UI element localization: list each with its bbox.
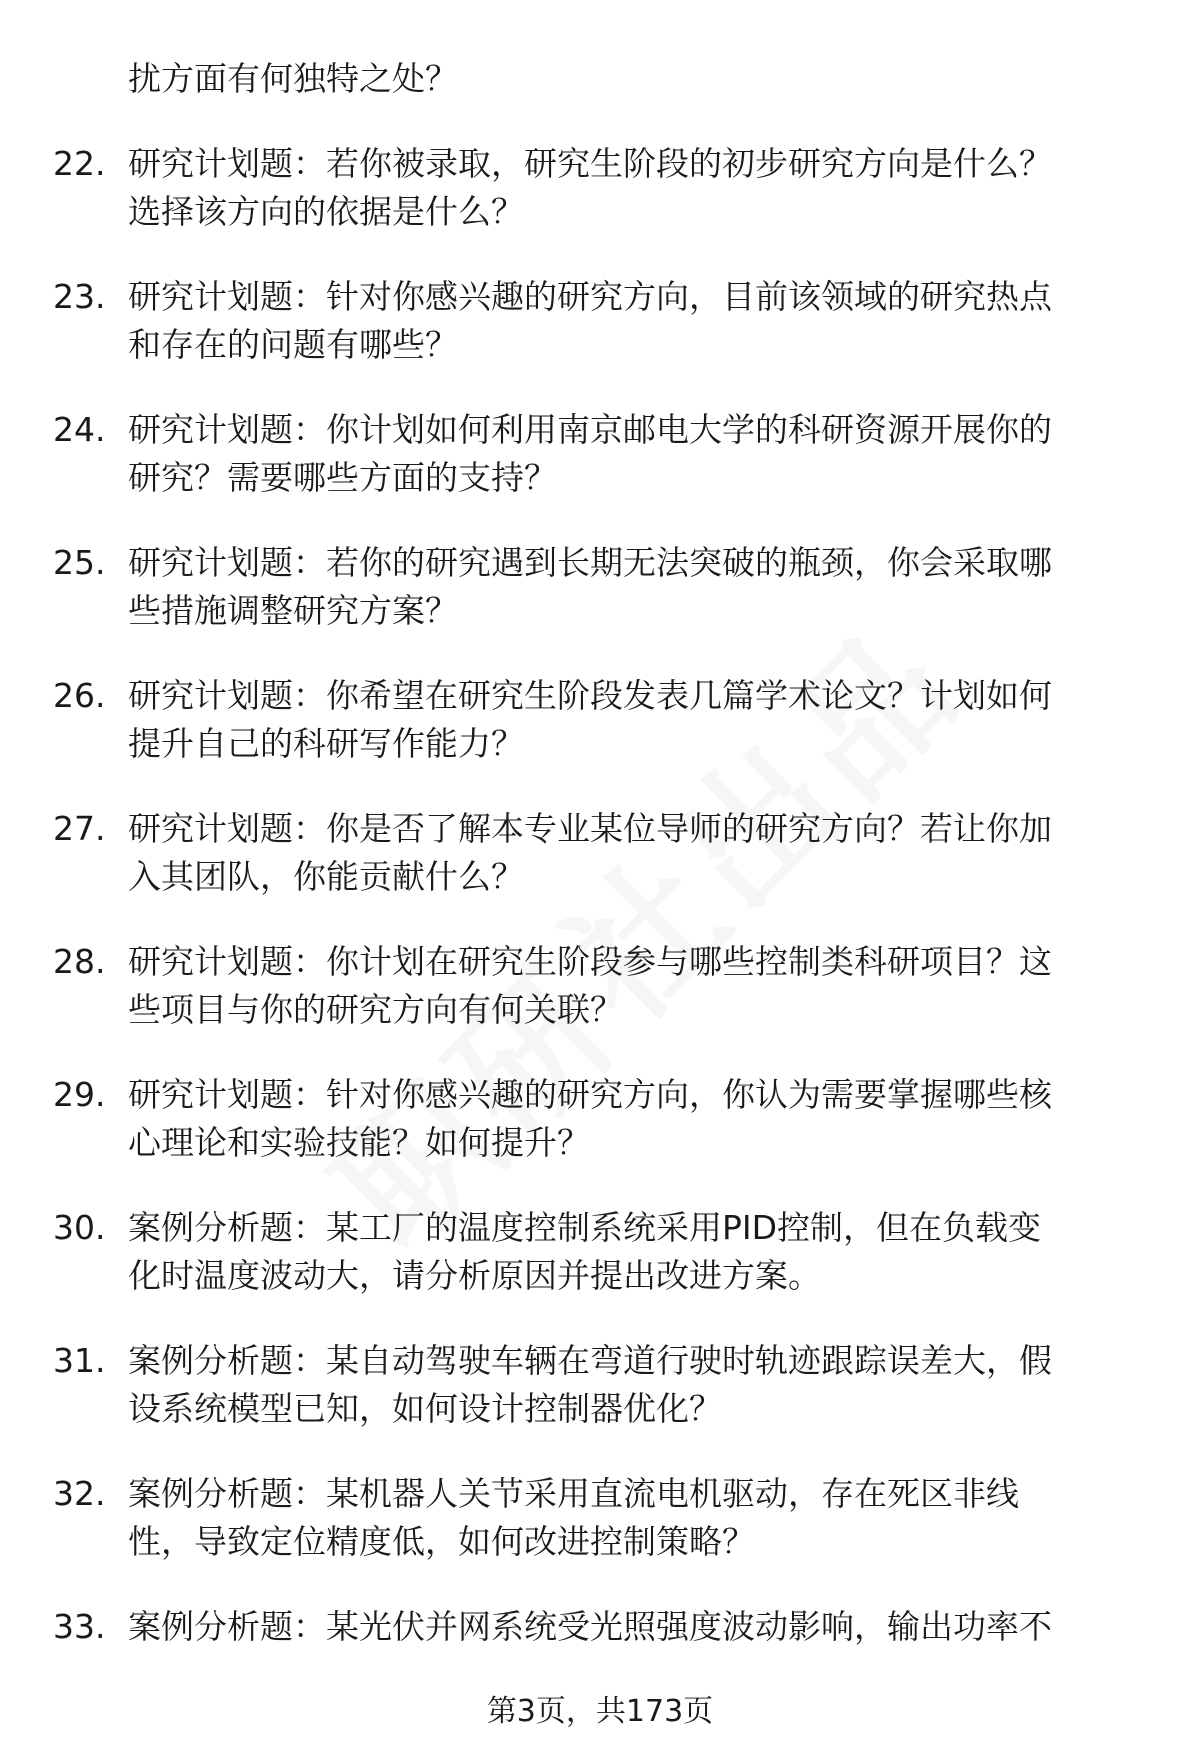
- item-line: 选择该方向的依据是什么？: [128, 192, 524, 231]
- item-number: 22.: [53, 144, 106, 183]
- item-text: [128, 1204, 1138, 1300]
- item-line: 研究计划题：若你的研究遇到长期无法突破的瓶颈，你会采取哪: [128, 543, 1052, 582]
- list-item-23: [0, 273, 1200, 369]
- list-item-29: [0, 1071, 1200, 1167]
- item-text: [128, 672, 1138, 768]
- item-text: [128, 805, 1138, 901]
- item-number: 28.: [53, 942, 106, 981]
- item-line: 案例分析题：某光伏并网系统受光照强度波动影响，输出功率不: [128, 1607, 1052, 1646]
- item-line: 性，导致定位精度低，如何改进控制策略？: [128, 1522, 755, 1561]
- list-item-32: [0, 1470, 1200, 1566]
- item-text: [128, 406, 1138, 502]
- item-text: [128, 1603, 1138, 1651]
- item-line: 研究计划题：你是否了解本专业某位导师的研究方向？若让你加: [128, 809, 1052, 848]
- list-item-25: [0, 539, 1200, 635]
- item-line: 心理论和实验技能？如何提升？: [128, 1123, 590, 1162]
- item-text: [128, 1071, 1138, 1167]
- item-line: 研究计划题：针对你感兴趣的研究方向，目前该领域的研究热点: [128, 277, 1052, 316]
- item-line: 设系统模型已知，如何设计控制器优化？: [128, 1389, 722, 1428]
- item-number: 33.: [53, 1607, 106, 1646]
- item-line: 提升自己的科研写作能力？: [128, 724, 524, 763]
- item-text: [128, 273, 1138, 369]
- item-line: 研究？需要哪些方面的支持？: [128, 458, 557, 497]
- item-line: 研究计划题：你计划如何利用南京邮电大学的科研资源开展你的: [128, 410, 1052, 449]
- item-number: 25.: [53, 543, 106, 582]
- item-line: 研究计划题：你希望在研究生阶段发表几篇学术论文？计划如何: [128, 676, 1052, 715]
- item-number: 26.: [53, 676, 106, 715]
- item-line: 研究计划题：针对你感兴趣的研究方向，你认为需要掌握哪些核: [128, 1075, 1052, 1114]
- item-number: 23.: [53, 277, 106, 316]
- item-text: [128, 1337, 1138, 1433]
- item-text: [128, 1470, 1138, 1566]
- list-item-28: [0, 938, 1200, 1034]
- item-line: 案例分析题：某机器人关节采用直流电机驱动，存在死区非线: [128, 1474, 1019, 1513]
- continuation-line: 扰方面有何独特之处？: [128, 59, 458, 98]
- list-item-27: [0, 805, 1200, 901]
- page-footer: 第3页，共173页: [486, 1694, 714, 1729]
- item-text: [128, 539, 1138, 635]
- item-line: 入其团队，你能贡献什么？: [128, 857, 524, 896]
- item-number: 29.: [53, 1075, 106, 1114]
- item-number: 30.: [53, 1208, 106, 1247]
- item-line: 和存在的问题有哪些？: [128, 325, 458, 364]
- item-line: 案例分析题：某工厂的温度控制系统采用PID控制，但在负载变: [128, 1208, 1042, 1247]
- item-text: [128, 938, 1138, 1034]
- item-number: 27.: [53, 809, 106, 848]
- list-item-22: [0, 140, 1200, 236]
- item-line: 案例分析题：某自动驾驶车辆在弯道行驶时轨迹跟踪误差大，假: [128, 1341, 1052, 1380]
- item-line: 研究计划题：你计划在研究生阶段参与哪些控制类科研项目？这: [128, 942, 1052, 981]
- item-number: 32.: [53, 1474, 106, 1513]
- list-item-24: [0, 406, 1200, 502]
- item-number: 31.: [53, 1341, 106, 1380]
- list-item-26: [0, 672, 1200, 768]
- list-item-33: [0, 1603, 1200, 1651]
- item-line: 些项目与你的研究方向有何关联？: [128, 990, 623, 1029]
- item-line: 化时温度波动大，请分析原因并提出改进方案。: [128, 1256, 821, 1295]
- item-number: 24.: [53, 410, 106, 449]
- item-line: 些措施调整研究方案？: [128, 591, 458, 630]
- question-list: [0, 55, 1200, 1651]
- list-item-31: [0, 1337, 1200, 1433]
- list-item-30: [0, 1204, 1200, 1300]
- item-text: [128, 140, 1138, 236]
- item-line: 研究计划题：若你被录取，研究生阶段的初步研究方向是什么？: [128, 144, 1052, 183]
